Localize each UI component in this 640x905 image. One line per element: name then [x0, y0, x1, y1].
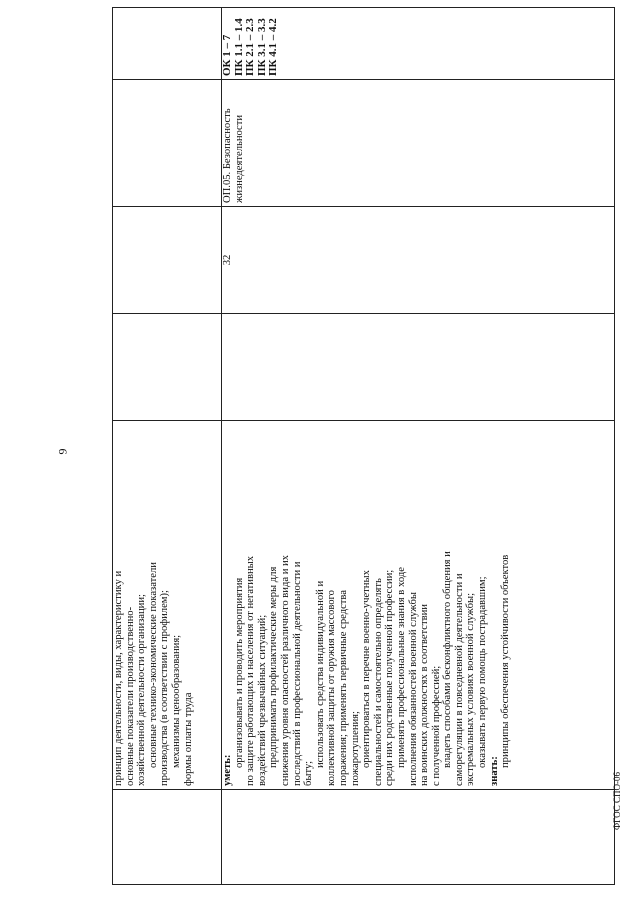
competency-code: ПК 2.1 – 2.3 [244, 18, 257, 76]
skill-item: пожаротушения; [349, 711, 361, 786]
competency-code: ПК 3.1 – 3.3 [255, 18, 268, 76]
skill-item: владеть способами бесконфликтного общения и [442, 551, 454, 768]
skills-list [234, 424, 489, 786]
know-label: знать: [488, 756, 500, 786]
know-item: принципы обеспечения устойчивости объектов [500, 554, 512, 768]
skill-item: оказывать первую помощь пострадавшим; [477, 576, 489, 768]
skill-item: организовывать и проводить мероприятия [233, 577, 245, 768]
standard-table-container [112, 18, 614, 885]
competency-code: ОК 1 – 7 [221, 34, 233, 76]
cell-discipline [113, 80, 222, 207]
cell-index [113, 790, 222, 885]
skill-item: быту; [303, 760, 315, 786]
skill-item: применять профессиональные знания в ходе [395, 567, 407, 768]
skill-item: исполнения обязанностей военной службы [407, 592, 419, 786]
skill-item: коллективной защиты от оружия массового [326, 590, 338, 786]
know-item: принцип деятельности, виды, характеристику и [113, 570, 124, 786]
skill-item: на воинских должностях в соответствии [419, 604, 431, 786]
know-item: механизмы ценообразования; [170, 634, 182, 768]
curriculum-table [112, 7, 615, 885]
skills-label: уметь: [222, 754, 233, 786]
competency-list [222, 11, 280, 76]
cell-discipline: ОП.05. Безопасность жизнедеятельности [222, 80, 615, 207]
cell-hours: 32 [222, 207, 615, 314]
skill-item: экстремальных условиях военной службы; [465, 592, 477, 786]
know-item: хозяйственной деятельности организации; [136, 594, 148, 786]
page-number: 9 [55, 448, 70, 455]
cell-hours [113, 207, 222, 314]
cell-requirements [222, 421, 615, 790]
skill-item: использовать средства индивидуальной и [314, 580, 326, 768]
table-row-life-safety [222, 8, 615, 885]
cell-competencies [113, 8, 222, 80]
skill-item: поражения; применять первичные средства [337, 590, 349, 786]
cell-max-hours [113, 314, 222, 421]
skill-item: снижения уровня опасностей различного вида и их [279, 555, 291, 786]
cell-max-hours [222, 314, 615, 421]
know-item: формы оплаты труда [182, 692, 194, 786]
skill-item: по защите работающих и населения от негативных [245, 555, 257, 786]
skill-item: предпринимать профилактические меры для [268, 566, 280, 768]
know-item: производства (в соответствии с профилем); [159, 590, 171, 786]
skill-item: саморегуляции в повседневной деятельности и [453, 573, 465, 786]
skill-item: последствий в профессиональной деятельности и [291, 561, 303, 786]
know-item: основные показатели производственно- [124, 606, 136, 786]
cell-competencies [222, 8, 615, 80]
footer-standard-code: ФГОС СПО-06 [612, 772, 622, 830]
skill-item: ориентироваться в перечне военно-учетных [361, 570, 373, 768]
competency-code: ПК 4.1 – 4.2 [267, 18, 280, 76]
table-row-economics [113, 8, 222, 885]
skill-item: специальностей и самостоятельно определять [372, 578, 384, 786]
competency-code: ПК 1.1 – 1.4 [232, 18, 245, 76]
know-item: основные технико-экономические показатели [147, 562, 159, 768]
skill-item: среди них родственные полученной профессии; [384, 569, 396, 786]
cell-index [222, 790, 615, 885]
skill-item: воздействий чрезвычайных ситуаций; [256, 614, 268, 786]
know-list [500, 424, 512, 786]
requirements-know-list [113, 424, 194, 786]
cell-requirements [113, 421, 222, 790]
skill-item: с полученной профессией; [430, 665, 442, 786]
